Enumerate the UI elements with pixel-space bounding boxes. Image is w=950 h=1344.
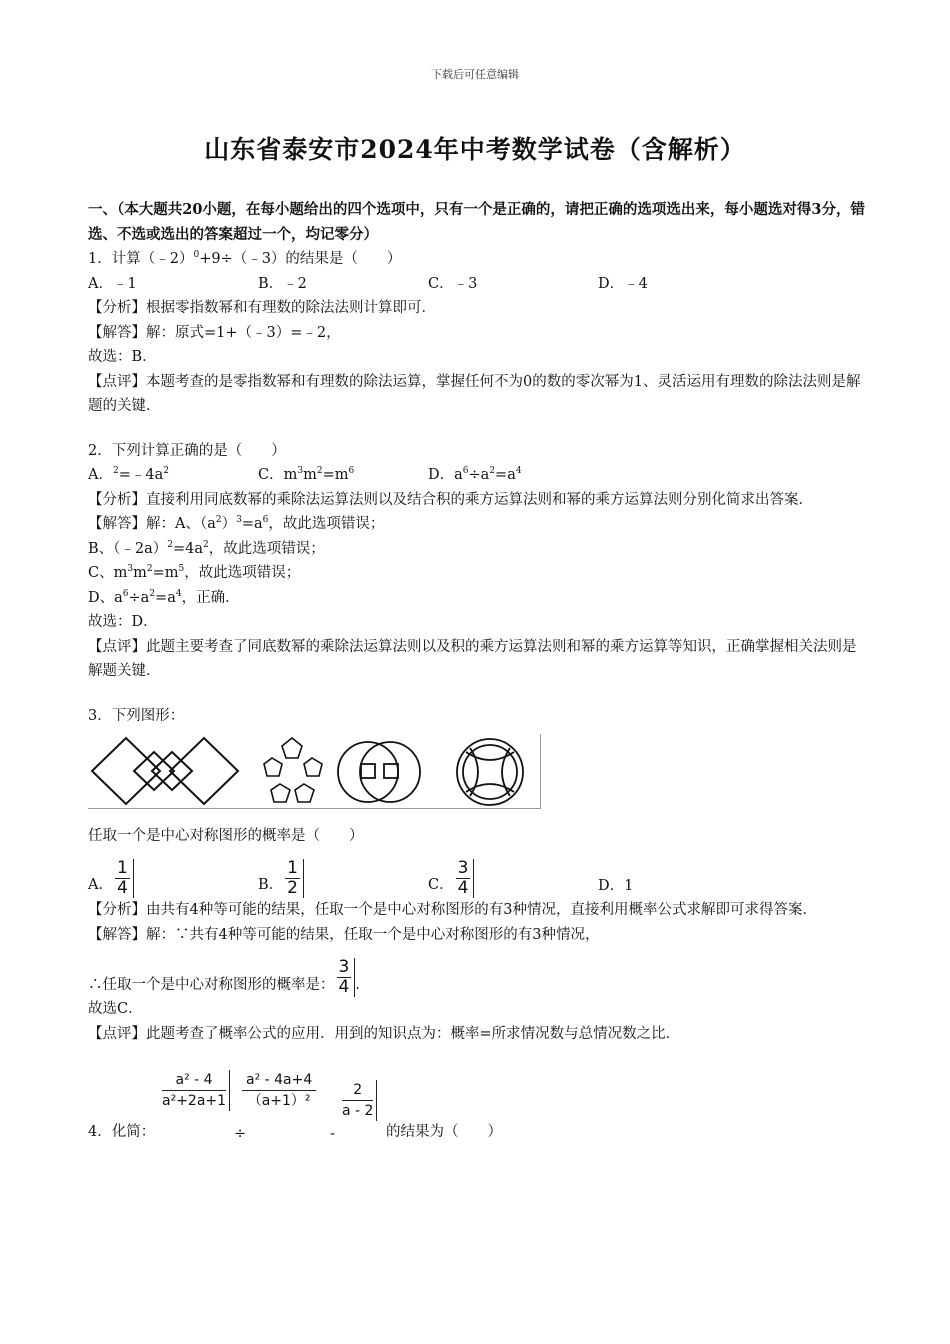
q2-choice: 故选：D．: [88, 614, 158, 630]
q3-analysis: 【分析】由共有4种等可能的结果，任取一个是中心对称图形的有3种情况，直接利用概率公式求解即可求得答案．: [88, 902, 817, 918]
q1-comment: 【点评】本题考查的是零指数幂和有理数的除法运算，掌握任何不为0的数的零次幂为1、灵活运用有理数的除法法则是解题的关键．: [88, 373, 861, 414]
q2-option-d: D．$a^6\div a^2=a^4$: [428, 466, 522, 483]
q2-option-c: C．$m^3m^2=m^6$: [258, 466, 355, 483]
q2-solution-a: 【解答】解：A、$(a^2)^3=a^6$，故此选项错误；: [88, 515, 385, 532]
q3-stem: 3．下列图形：: [88, 707, 185, 724]
figure-two-circles-squares: [338, 742, 420, 802]
q2-solution-d: D、$a^6\div a^2=a^4$，正确．: [88, 588, 240, 606]
q3-option-a: A． $\frac{1}{4}$: [88, 859, 258, 898]
figure-circle-arcs: [457, 739, 523, 805]
q1-option-c: C．﹣3: [428, 275, 478, 292]
figure-linked-diamonds: [92, 738, 238, 804]
q3-option-d: D．1: [598, 877, 634, 894]
q3-options: [88, 848, 868, 898]
page-header: 下载后可任意编辑: [431, 68, 519, 81]
q4-fraction-1: a² - 4 a²+2a+1: [162, 1070, 230, 1111]
document-body: [88, 198, 868, 1146]
q3-option-c: C． $\frac{3}{4}$: [428, 859, 598, 898]
q3-option-a-fraction: $\frac{1}{4}$: [115, 859, 134, 898]
q1-choice: 故选：B．: [88, 349, 157, 365]
q2-solution-b: B、$(﹣2a)^2=4a^2$，故此选项错误；: [88, 539, 325, 557]
q1-options: [88, 272, 868, 297]
q3-choice: 故选C．: [88, 1001, 143, 1017]
q3-figures: [88, 734, 541, 809]
q3-therefore: ∴任取一个是中心对称图形的概率是： $\frac{3}{4}$ ．: [88, 957, 370, 997]
q4-fraction-3: 2 a - 2: [342, 1080, 377, 1121]
q3-question: 任取一个是中心对称图形的概率是（ ）: [88, 827, 364, 844]
q2-comment: 【点评】此题主要考查了同底数幂的乘除法运算法则以及积的乘方运算法则和幂的乘方运算等知识，正确掌握相关法则是解题关键．: [88, 638, 857, 679]
q1-option-b: B．﹣2: [258, 275, 307, 292]
page-title: 山东省泰安市2024年中考数学试卷（含解析）: [204, 135, 746, 164]
q2-analysis: 【分析】直接利用同底数幂的乘除法运算法则以及结合积的乘方运算法则和幂的乘方运算法则分别化简求出答案．: [88, 491, 813, 508]
q3-solution: 【解答】解：∵共有4种等可能的结果，任取一个是中心对称图形的有3种情况，: [88, 926, 600, 943]
q3-option-b-fraction: $\frac{1}{2}$: [285, 859, 304, 898]
q1-option-d: D．﹣4: [598, 275, 648, 292]
q4-fraction-2: a² - 4a+4 （a+1）²: [242, 1070, 316, 1111]
q2-solution-c: C、$m^3m^2=m^5$，故此选项错误；: [88, 564, 301, 581]
q1-analysis: 【分析】根据零指数幂和有理数的除法法则计算即可．: [88, 300, 436, 316]
q3-comment: 【点评】此题考查了概率公式的应用．用到的知识点为：概率=所求情况数与总情况数之比．: [88, 1025, 681, 1042]
q2-stem: 2．下列计算正确的是（ ）: [88, 442, 286, 459]
figure-pentagon-ring: [264, 738, 322, 802]
q1-option-a: A．﹣1: [88, 275, 137, 292]
q3-option-c-fraction: $\frac{3}{4}$: [456, 859, 475, 898]
q3-option-b: B． $\frac{1}{2}$: [258, 859, 428, 898]
q2-option-a: A．$^2=﹣4a^2$: [88, 466, 169, 483]
q3-therefore-fraction: $\frac{3}{4}$: [337, 958, 356, 997]
q2-options: [88, 463, 868, 488]
q1-solution: 【解答】解：原式=1+（﹣3）=﹣2，: [88, 324, 341, 341]
q4-stem: 4．化简： a² - 4 a²+2a+1 ÷ a² - 4a+4 （a+1）² - 2 a - 2 的结果为（ ）: [88, 1072, 502, 1142]
q1-stem: 1．计算（﹣2）$^0$+9÷（﹣3）的结果是（ ）: [88, 250, 402, 267]
section-heading: 一、（本大题共20小题，在每小题给出的四个选项中，只有一个是正确的，请把正确的选项选出来，每小题选对得3分，错选、不选或选出的答案超过一个，均记零分）: [88, 201, 866, 243]
